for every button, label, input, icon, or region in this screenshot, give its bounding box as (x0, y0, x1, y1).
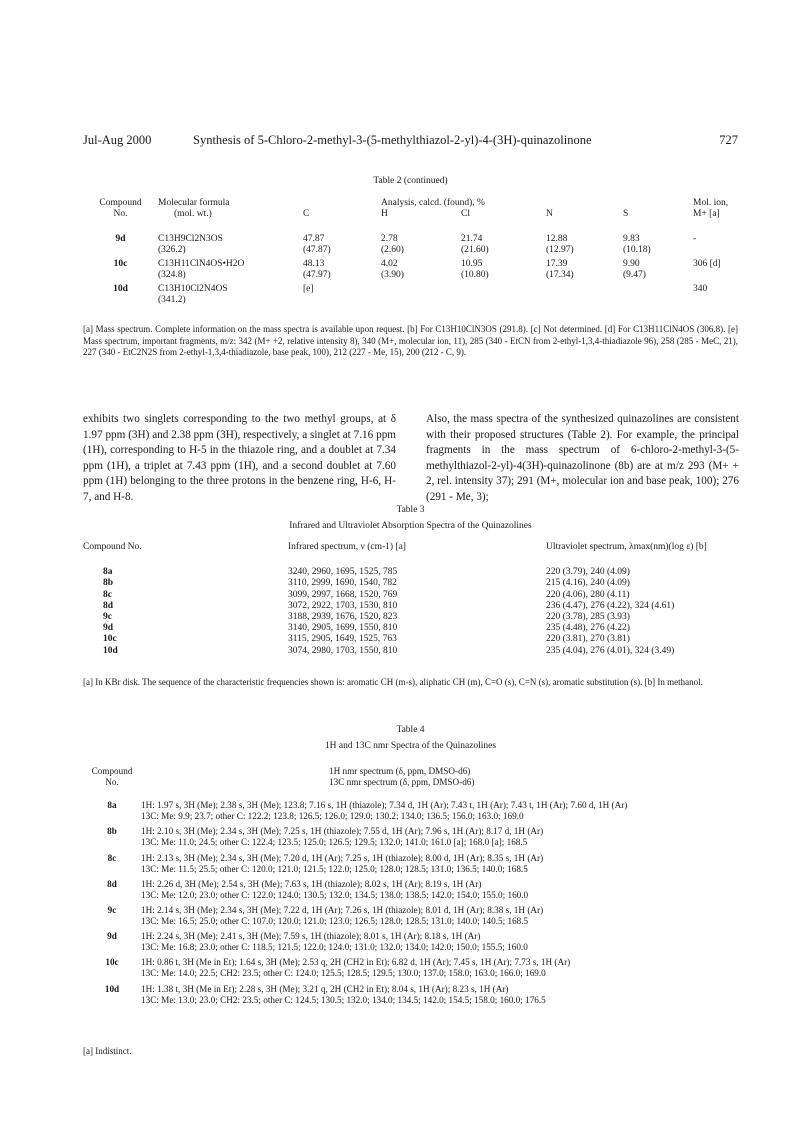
t3-uv-values: 220 (3.79), 240 (4.09) (546, 567, 630, 578)
t4-h-nmr: 1H: 0.86 t, 3H (Me in Et); 1.64 s, 3H (Me); 2.53 q, 2H (CH2 in Et); 6.82 d, 1H (Ar); 7.45 s, 1H (Ar); 7.73 s, 1H (Ar) (141, 957, 571, 968)
table-row (83, 634, 738, 645)
t2-head-molion-sub: M+ [a] (693, 209, 720, 219)
table-row (83, 234, 738, 245)
t3-ir-values: 3110, 2999, 1690, 1540, 782 (288, 578, 397, 589)
t2-head-analysis: Analysis, calcd. (found), % (381, 198, 485, 208)
t2-found-h: (3.90) (381, 270, 404, 280)
t4-head-no: No. (105, 777, 119, 788)
t4-compound-no: 8d (107, 878, 117, 889)
t2-found-n: (12.97) (546, 245, 574, 255)
t2-mol-wt: (341.2) (158, 295, 186, 305)
table-row (83, 890, 738, 901)
t2-calc-h (381, 284, 461, 295)
t2-found-cl (461, 295, 546, 306)
table-row (83, 916, 738, 927)
t3-ir-values: 3074, 2980, 1703, 1550, 810 (288, 645, 398, 656)
t4-h-nmr: 1H: 2.13 s, 3H (Me); 2.34 s, 3H (Me); 7.20 d, 1H (Ar); 7.25 s, 1H (thiazole); 8.00 d, 1H (Ar); 8.35 s, 1H (Ar) (141, 852, 544, 863)
t2-found-cl: (21.60) (461, 245, 489, 255)
t2-found-s: (10.18) (623, 245, 651, 255)
issue-date: Jul-Aug 2000 (83, 133, 152, 147)
t4-compound-no: 8b (107, 826, 117, 837)
t4-c-nmr: 13C: Me: 16.8; 23.0; other C: 118.5; 121.5; 122.0; 124.0; 131.0; 132.0; 134.0; 142.0; 150.0; 155.5; 160.0 (141, 942, 528, 953)
t4-spacer (83, 837, 141, 848)
t4-c-nmr: 13C: Me: 11.5; 25.5; other C: 120.0; 121.0; 121.5; 122.0; 125.0; 128.0; 128.5; 131.0; 136.5; 140.0; 168.5 (141, 863, 528, 874)
t2-calc-cl: 10.95 (461, 259, 483, 269)
table-row (83, 578, 738, 589)
table2 (83, 198, 738, 306)
table-row (83, 646, 738, 657)
table-row (83, 270, 738, 284)
table2-caption: Table 2 (continued) (373, 176, 448, 186)
t2-calc-cl (461, 284, 546, 295)
t4-compound-no: 10d (104, 983, 120, 994)
t2-calc-n: 17.39 (546, 259, 568, 269)
t2-head-formula: Molecular formula (158, 198, 230, 208)
t4-spacer (83, 942, 141, 953)
body-column-right: Also, the mass spectra of the synthesized quinazolines are consistent with their proposed structures (Table 2). For example, the principal fragments in the mass spectrum of 6-chloro-2-methyl-3-(5-methylthiazol-2-yl)-4(3H)-quinazolinone (8b) are at m/z 293 (M+ + 2, rel. intensity 37); 291 (M+, molecular ion and base peak, 100); 276 (291 - Me, 3); (426, 413, 739, 503)
table-row (83, 612, 738, 623)
t3-head-ir: Infrared spectrum, ν (cm-1) [a] (288, 542, 406, 552)
t2-head-no: No. (113, 209, 128, 219)
t4-h-nmr: 1H: 2.10 s, 3H (Me); 2.34 s, 3H (Me); 7.25 s, 1H (thiazole); 7.55 d, 1H (Ar); 7.96 s, 1H (Ar); 8.17 d, 1H (Ar) (141, 826, 544, 837)
t2-formula: C13H11ClN4OS•H2O (158, 259, 245, 269)
t2-found-n: (17.34) (546, 270, 574, 280)
table-row (83, 927, 738, 942)
t4-h-nmr: 1H: 2.26 d, 3H (Me); 2.54 s, 3H (Me); 7.63 s, 1H (thiazole); 8.02 s, 1H (Ar); 8.19 s, 1H (Ar) (141, 878, 482, 889)
t2-calc-s: 9.90 (623, 259, 640, 269)
table-row (83, 837, 738, 848)
t2-spacer (83, 245, 158, 259)
t4-spacer (83, 864, 141, 875)
table4-footnote: [a] Indistinct. (83, 1046, 132, 1056)
t2-spacer (693, 245, 738, 259)
t2-calc-c: 48.13 (303, 259, 325, 269)
t2-found-c: (47.87) (303, 245, 331, 255)
t2-head-compound: Compound (99, 198, 142, 208)
t2-head-h: H (381, 209, 388, 219)
table4 (83, 766, 738, 1006)
t4-h-nmr: 1H: 1.38 t, 3H (Me in Et); 2.28 s, 3H (Me); 3.21 q, 2H (CH2 in Et); 8.04 s, 1H (Ar); 8.23 s, 1H (Ar) (141, 983, 509, 994)
t2-spacer (83, 295, 158, 306)
table-row (83, 284, 738, 295)
t2-formula: C13H10Cl2N4OS (158, 284, 228, 294)
t3-uv-values: 220 (3.81), 270 (3.81) (546, 634, 630, 645)
t3-compound-no: 9d (103, 623, 114, 634)
table-row (83, 980, 738, 995)
t2-mol-ion: - (693, 234, 697, 244)
t3-uv-values: 220 (4.06), 280 (4.11) (546, 589, 630, 600)
table3-footnote: [a] In KBr disk. The sequence of the characteristic frequencies shown is: aromatic CH (m-s), aliphatic CH (m), C=O (s), C=N (s), aromatic substitution (s). [b] In methanol. (83, 677, 703, 687)
t3-ir-values: 3140, 2905, 1699, 1550, 810 (288, 623, 398, 634)
t4-head-compound: Compound (91, 766, 133, 776)
t2-head-n: N (546, 209, 553, 219)
t3-compound-no: 8b (103, 578, 114, 589)
t4-c-nmr: 13C: Me: 13.0; 23.0; CH2: 23.5; other C: 124.5; 130.5; 132.0; 134.0; 134.5; 142.0; 154.5; 158.0; 160.0; 176.5 (141, 994, 546, 1005)
table3 (83, 542, 738, 657)
t2-calc-cl: 21.74 (461, 234, 483, 244)
t4-spacer (83, 995, 141, 1006)
t3-ir-values: 3240, 2960, 1695, 1525, 785 (288, 567, 398, 578)
t4-compound-no: 9d (107, 931, 117, 942)
t4-c-nmr: 13C: Me: 11.0; 24.5; other C: 122.4; 123.5; 125.0; 126.5; 129.5; 132.0; 141.0; 161.0 [a]; 168.0 [a]; 168.5 (141, 837, 528, 848)
t4-h-nmr: 1H: 2.14 s, 3H (Me); 2.34 s, 3H (Me); 7.22 d, 1H (Ar); 7.26 s, 1H (thiazole); 8.01 d, 1H (Ar); 8.38 s, 1H (Ar) (141, 904, 544, 915)
t3-compound-no: 8a (103, 567, 113, 578)
t4-c-nmr: 13C: Me: 12.0; 23.0; other C: 122.0; 124.0; 130.5; 132.0; 134.5; 138.0; 138.5; 142.0; 154.0; 155.0; 160.0 (141, 889, 529, 900)
table-row (83, 245, 738, 259)
table-row (83, 590, 738, 601)
t3-compound-no: 10c (103, 634, 117, 645)
table-row (83, 567, 738, 578)
table-row (83, 601, 738, 612)
t3-ir-values: 3115, 2905, 1649, 1525, 763 (288, 634, 397, 645)
t2-calc-h: 2.78 (381, 234, 398, 244)
t4-compound-no: 9c (107, 904, 117, 915)
t2-formula: C13H9Cl2N3OS (158, 234, 223, 244)
t2-found-h: (2.60) (381, 245, 404, 255)
t2-calc-s: 9.83 (623, 234, 640, 244)
t3-uv-values: 236 (4.47), 276 (4.22), 324 (4.61) (546, 600, 675, 611)
t4-c-nmr: 13C: Me: 9.9; 23.7; other C: 122.2; 123.8; 126.5; 126.0; 129.0; 130.2; 134.0; 136.5; 156.0; 163.0; 169.0 (141, 811, 524, 822)
t2-head-cl: Cl (461, 209, 470, 219)
t3-ir-values: 3099, 2997, 1668, 1520, 769 (288, 589, 398, 600)
t2-head-c: C (303, 209, 310, 219)
table4-title: 1H and 13C nmr Spectra of the Quinazolines (324, 741, 497, 751)
table-row (83, 849, 738, 864)
t4-spacer (83, 890, 141, 901)
page-number: 727 (719, 133, 738, 147)
t4-compound-no: 10c (105, 957, 119, 968)
t4-c-nmr: 13C: Me: 14.0; 22.5; CH2: 23.5; other C: 124.0; 125.5; 128.5; 129.5; 130.0; 137.0; 158.0; 163.0; 166.0; 169.0 (141, 968, 546, 979)
table-row (83, 995, 738, 1006)
table3-title: Infrared and Ultraviolet Absorption Spectra of the Quinazolines (289, 521, 532, 531)
t3-compound-no: 8c (103, 589, 112, 600)
t2-found-cl: (10.80) (461, 270, 489, 280)
table-row (83, 864, 738, 875)
t2-found-s: (9.47) (623, 270, 646, 280)
t2-compound-no: 9d (115, 234, 126, 244)
t3-head-no: Compound No. (83, 542, 142, 552)
t2-mol-wt: (324.8) (158, 270, 186, 280)
t2-calc-n: 12.88 (546, 234, 568, 244)
t2-calc-s (623, 284, 693, 295)
body-column-left: exhibits two singlets corresponding to the two methyl groups, at δ 1.97 ppm (3H) and 2.38 ppm (3H), respectively, a singlet at 7.16 ppm (1H), corresponding to H-5 in the thiazole ring, and a doublet at 7.34 ppm (1H), a triplet at 7.43 ppm (1H), and a second doublet at 7.60 ppm (1H) belonging to the three protons in the benzene ring, H-6, H-7, and H-8. (83, 413, 396, 503)
t3-ir-values: 3072, 2922, 1703, 1530, 810 (288, 600, 398, 611)
t2-compound-no: 10d (113, 284, 128, 294)
t4-spacer (83, 916, 141, 927)
table-row (83, 623, 738, 634)
t4-spacer (83, 968, 141, 979)
t2-mol-ion: 340 (693, 284, 708, 294)
t2-spacer (693, 270, 738, 284)
table-row (83, 259, 738, 270)
t4-h-nmr: 1H: 1.97 s, 3H (Me); 2.38 s, 3H (Me); 123.8; 7.16 s, 1H (thiazole); 7.34 d, 1H (Ar); 7.43 t, 1H (Ar); 7.43 t, 1H (Ar); 7.60 d, 1H (Ar) (141, 800, 628, 811)
t4-spacer (83, 811, 141, 822)
t3-compound-no: 9c (103, 612, 112, 623)
t4-head-c: 13C nmr spectrum (δ, ppm, DMSO-d6) (329, 777, 475, 788)
table-row (83, 295, 738, 306)
table-row (83, 875, 738, 890)
table-row (83, 901, 738, 916)
t2-found-c: (47.97) (303, 270, 331, 280)
t3-compound-no: 10d (103, 645, 118, 656)
table-row (83, 800, 738, 811)
t2-found-h (381, 295, 461, 306)
table3-caption: Table 3 (396, 505, 425, 515)
t3-ir-values: 3188, 2939, 1676, 1520, 823 (288, 612, 398, 623)
t3-compound-no: 8d (103, 600, 114, 611)
table-row (83, 953, 738, 968)
t2-mol-ion: 306 [d] (693, 259, 721, 269)
t2-head-molion: Mol. ion, (693, 198, 729, 208)
t2-head-s: S (623, 209, 629, 219)
table4-caption: Table 4 (396, 725, 425, 735)
t3-head-uv: Ultraviolet spectrum, λmax(nm)(log ε) [b] (546, 542, 707, 552)
t4-c-nmr: 13C: Me: 16.5; 25.0; other C: 107.0; 120.0; 121.0; 123.0; 126.5; 128.0; 128.5; 131.0; 140.0; 140.5; 168.5 (141, 916, 529, 927)
table-row (83, 942, 738, 953)
t2-found-c (303, 295, 381, 306)
t2-spacer (83, 270, 158, 284)
t4-head-h: 1H nmr spectrum (δ, ppm, DMSO-d6) (329, 766, 471, 776)
t2-head-mw: (mol. wt.) (174, 209, 212, 219)
t4-h-nmr: 1H: 2.24 s, 3H (Me); 2.41 s, 3H (Me); 7.59 s, 1H (thiazole); 8.01 s, 1H (Ar); 8.18 s, 1H (Ar) (141, 931, 481, 942)
t3-uv-values: 235 (4.04), 276 (4.01), 324 (3.49) (546, 645, 675, 656)
t4-compound-no: 8c (107, 852, 117, 863)
t4-compound-no: 8a (107, 800, 117, 811)
t3-uv-values: 235 (4.48), 276 (4.22) (546, 623, 630, 634)
t2-spacer (693, 295, 738, 306)
t2-calc-c: [e] (303, 284, 314, 294)
t2-found-n (546, 295, 623, 306)
table2-footnote: [a] Mass spectrum. Complete information on the mass spectra is available upon request. [b] For C13H10ClN3OS (291.8). [c] Not determined. [d] For C13H11ClN4OS (306.8). [e] Mass spectrum, important fragments, m/z: 342 (M+ +2, relative intensity 8), 340 (M+, molecular ion, 11), 285 (340 - EtCN from 2-ethyl-1,3,4-thiadiazole 96), 258 (285 - MeC, 21), 227 (340 - EtC2N2S from 2-ethyl-1,3,4-thiadiazole, base peak, 100), 212 (227 - Me, 15), 200 (212 - C, 9). (83, 324, 738, 357)
t2-calc-n (546, 284, 623, 295)
t2-found-s (623, 295, 693, 306)
table-row (83, 811, 738, 822)
t3-uv-values: 220 (3.78), 285 (3.93) (546, 612, 630, 623)
table-row (83, 968, 738, 979)
t2-calc-c: 47.87 (303, 234, 325, 244)
t2-calc-h: 4.02 (381, 259, 398, 269)
running-title: Synthesis of 5-Chloro-2-methyl-3-(5-methylthiazol-2-yl)-4-(3H)-quinazolinone (193, 133, 592, 147)
t3-uv-values: 215 (4.16), 240 (4.09) (546, 578, 630, 589)
table-row (83, 822, 738, 837)
t2-mol-wt: (326.2) (158, 245, 186, 255)
t2-compound-no: 10c (113, 259, 128, 269)
